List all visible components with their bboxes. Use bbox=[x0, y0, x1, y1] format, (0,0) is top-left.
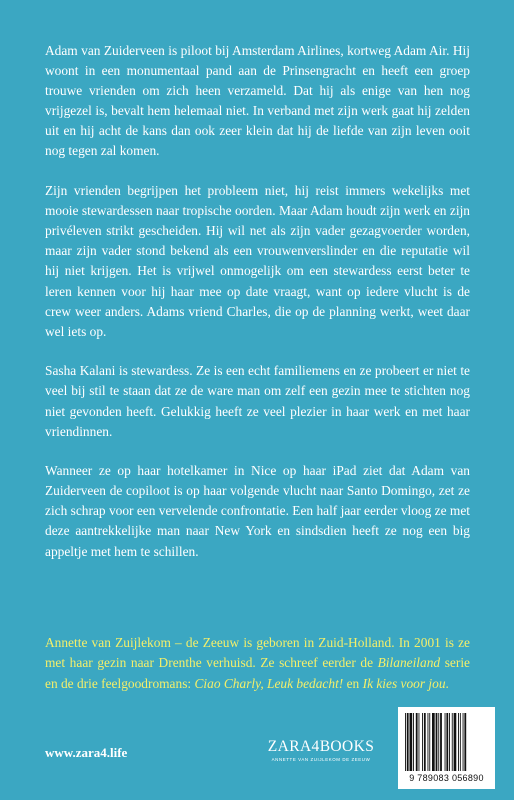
publisher-logo-text: ZARA4BOOKS bbox=[267, 738, 375, 755]
barcode-bar bbox=[405, 713, 406, 771]
blurb-paragraph: Zijn vrienden begrijpen het probleem niet, hij reist immers wekelijks met mooie stewardessen naar tropische oorden. Maar Adam houdt zijn werk en zijn privéleven strikt gescheiden. Hij wil net als zijn vader gezagvoerder worden, maar zijn vader stond bekend als een vrouwenverslinder en die reputatie wil hij niet krijgen. Het is vrijwel onmogelijk om een stewardess eerst beter te leren kennen voor hij haar mee op date vraagt, want op iedere vlucht is de crew weer anders. Adams vriend Charles, die op de planning werkt, weet daar wel iets op. bbox=[45, 183, 470, 339]
book-title: Ik kies voor jou bbox=[362, 675, 446, 691]
blurb-paragraph: Wanneer ze op haar hotelkamer in Nice op haar iPad ziet dat Adam van Zuiderveen de copiloot is op haar volgende vlucht naar Santo Domingo, zet ze zich schrap voor een vervelende confrontatie. Een half jaar eerder vloog ze met deze aantrekkelijke man naar New York en sindsdien heeft ze nog een big appeltje met hem te schillen. bbox=[45, 463, 470, 559]
barcode-bar bbox=[410, 713, 413, 771]
author-bio-text: serie en de drie feelgoodromans: bbox=[45, 655, 470, 691]
author-bio bbox=[45, 633, 470, 694]
barcode-icon bbox=[404, 713, 489, 771]
barcode-bar bbox=[440, 713, 442, 771]
author-bio-text: en bbox=[343, 675, 363, 691]
barcode-bar bbox=[428, 713, 429, 771]
barcode-bar bbox=[407, 713, 409, 771]
author-bio-text: Annette van Zuijlekom – de Zeeuw is geboren in Zuid-Holland. In 2001 is ze met haar gezin naar Drenthe verhuisd. Ze schreef eerder de bbox=[45, 635, 470, 671]
blurb-paragraph: Adam van Zuiderveen is piloot bij Amsterdam Airlines, kortweg Adam Air. Hij woont in een monumentaal pand aan de Prinsengracht en heeft een groep trouwe vrienden om zich heen verzameld. Dat hij als enige van hen nog vrijgezel is, bevalt hem helemaal niet. In verband met zijn werk gaat hij zelden uit en hij acht de kans dan ook zeer klein dat hij de liefde van zijn leven ooit nog tegen zal komen. bbox=[45, 43, 470, 159]
barcode-bar bbox=[458, 713, 459, 771]
barcode-bar bbox=[452, 713, 453, 771]
barcode-bar bbox=[422, 713, 423, 771]
barcode-bar bbox=[432, 713, 435, 771]
publisher-tagline: ANNETTE VAN ZUIJLEKOM DE ZEEUW bbox=[271, 757, 371, 762]
barcode-bar bbox=[416, 713, 418, 771]
isbn-number: 9 789083 056890 bbox=[409, 773, 484, 783]
author-bio-text: . bbox=[445, 675, 449, 691]
barcode-bar bbox=[446, 713, 448, 771]
barcode-bar bbox=[460, 713, 461, 771]
barcode-bar bbox=[429, 713, 430, 771]
barcode-bar bbox=[445, 713, 446, 771]
barcode-bar bbox=[438, 713, 439, 771]
website-url: www.zara4.life bbox=[45, 745, 128, 760]
barcode-bar bbox=[463, 713, 464, 771]
barcode-bar bbox=[436, 713, 438, 771]
blurb-paragraph: Sasha Kalani is stewardess. Ze is een echt familiemens en ze probeert er niet te veel bij stil te staan dat ze de ware man om zelf een gezin mee te stichten nog niet gevonden heeft. Gelukkig heeft ze veel plezier in haar werk en met haar vriendinnen. bbox=[45, 363, 470, 439]
barcode-bar bbox=[449, 713, 450, 771]
barcode-bar bbox=[454, 713, 457, 771]
barcode-bar bbox=[424, 713, 426, 771]
isbn-barcode bbox=[398, 707, 495, 789]
barcode-bar bbox=[464, 713, 466, 771]
barcode-bar bbox=[419, 713, 420, 771]
blurb bbox=[45, 41, 470, 581]
book-title: Bilaneiland bbox=[377, 655, 441, 671]
book-title: Ciao Charly, Leuk bedacht! bbox=[194, 675, 344, 691]
publisher-logo bbox=[256, 738, 386, 770]
barcode-bar bbox=[413, 713, 414, 771]
